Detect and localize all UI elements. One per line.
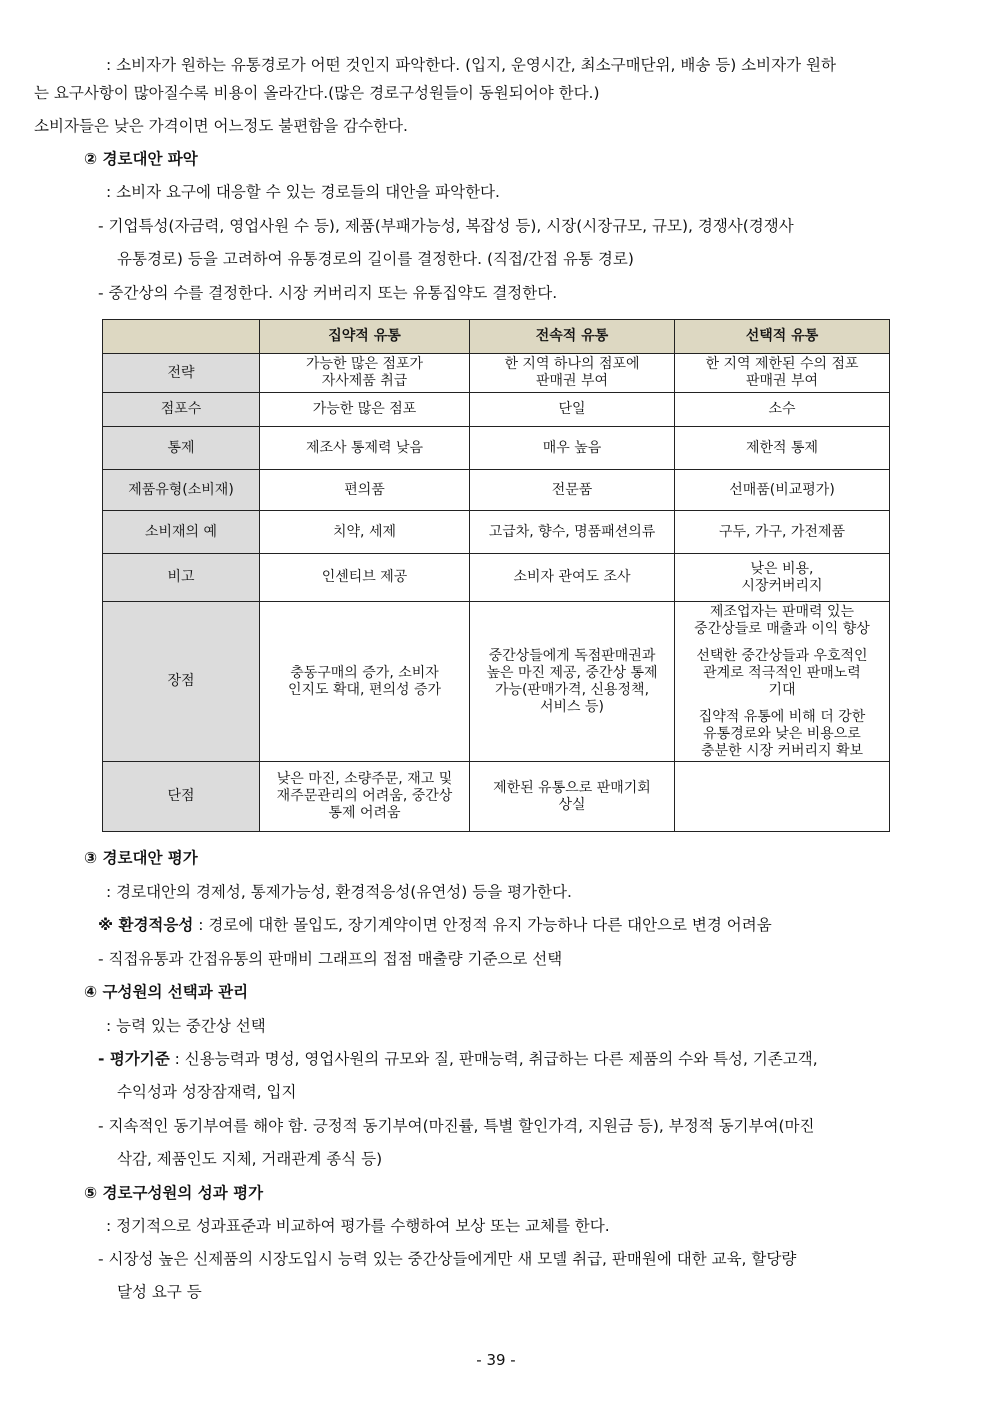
row-label-control: 통제 bbox=[103, 427, 260, 470]
section4-line-1: : 능력 있는 중간상 선택 bbox=[106, 1017, 266, 1035]
table-row bbox=[103, 602, 890, 762]
note-label: ※ 환경적응성 bbox=[98, 916, 194, 934]
section4-line-5: 삭감, 제품인도 지체, 거래관계 종식 등) bbox=[117, 1150, 383, 1168]
table-cell: 한 지역 제한된 수의 점포 판매권 부여 bbox=[675, 354, 890, 393]
table-row bbox=[103, 762, 890, 832]
section4-line-4: - 지속적인 동기부여를 해야 함. 긍정적 동기부여(마진률, 특별 할인가격, 지원금 등), 부정적 동기부여(마진 bbox=[98, 1117, 815, 1135]
table-row bbox=[103, 393, 890, 427]
section5-line-1: : 정기적으로 성과표준과 비교하여 평가를 수행하여 보상 또는 교체를 한다. bbox=[106, 1217, 610, 1235]
table-cell: 낮은 마진, 소량주문, 재고 및 재주문관리의 어려움, 중간상 통제 어려움 bbox=[260, 762, 470, 832]
section-heading-4: ④ 구성원의 선택과 관리 bbox=[84, 983, 249, 1001]
table-cell: 치약, 세제 bbox=[260, 511, 470, 554]
criteria-label: - 평가기준 bbox=[98, 1050, 170, 1068]
section2-line-1: : 소비자 요구에 대응할 수 있는 경로들의 대안을 파악한다. bbox=[106, 183, 500, 201]
table-row bbox=[103, 427, 890, 470]
table-cell: 제조업자는 판매력 있는 중간상들로 매출과 이익 향상 선택한 중간상들과 우호적인 관계로 적극적인 판매노력 기대 집약적 유통에 비해 더 강한 유통경로와 낮은 비용으로 충분한 시장 커버리지 확보 bbox=[675, 602, 890, 762]
table-header-exclusive: 전속적 유통 bbox=[470, 320, 675, 354]
table-header-intensive: 집약적 유통 bbox=[260, 320, 470, 354]
section3-line-1: : 경로대안의 경제성, 통제가능성, 환경적응성(유연성) 등을 평가한다. bbox=[106, 883, 572, 901]
section-heading-2: ② 경로대안 파악 bbox=[84, 150, 198, 168]
row-label-examples: 소비재의 예 bbox=[103, 511, 260, 554]
table-cell: 편의품 bbox=[260, 470, 470, 511]
note-text: : 경로에 대한 몰입도, 장기계약이면 안정적 유지 가능하나 다른 대안으로 변경 어려움 bbox=[193, 916, 772, 934]
row-label-stores: 점포수 bbox=[103, 393, 260, 427]
section-heading-3: ③ 경로대안 평가 bbox=[84, 849, 198, 867]
table-row bbox=[103, 354, 890, 393]
table-cell: 선매품(비교평가) bbox=[675, 470, 890, 511]
section5-line-2: - 시장성 높은 신제품의 시장도입시 능력 있는 중간상들에게만 새 모델 취급, 판매원에 대한 교육, 할당량 bbox=[98, 1250, 797, 1268]
section-heading-5: ⑤ 경로구성원의 성과 평가 bbox=[84, 1184, 264, 1202]
intro-line-2: 는 요구사항이 많아질수록 비용이 올라간다.(많은 경로구성원들이 동원되어야 한다.) bbox=[34, 84, 600, 102]
section2-line-4: - 중간상의 수를 결정한다. 시장 커버리지 또는 유통집약도 결정한다. bbox=[98, 284, 558, 302]
table-cell: 중간상들에게 독점판매권과 높은 마진 제공, 중간상 통제 가능(판매가격, 신용정책, 서비스 등) bbox=[470, 602, 675, 762]
row-label-disadvantages: 단점 bbox=[103, 762, 260, 832]
table-header-corner bbox=[103, 320, 260, 354]
section2-line-3: 유통경로) 등을 고려하여 유통경로의 길이를 결정한다. (직접/간접 유통 경로) bbox=[117, 250, 634, 268]
table-cell: 소비자 관여도 조사 bbox=[470, 554, 675, 602]
table-cell: 제조사 통제력 낮음 bbox=[260, 427, 470, 470]
table-cell: 제한적 통제 bbox=[675, 427, 890, 470]
table-header-row bbox=[103, 320, 890, 354]
table-row bbox=[103, 554, 890, 602]
row-label-advantages: 장점 bbox=[103, 602, 260, 762]
table-cell: 단일 bbox=[470, 393, 675, 427]
row-label-notes: 비고 bbox=[103, 554, 260, 602]
table-cell: 고급차, 향수, 명품패션의류 bbox=[470, 511, 675, 554]
section4-line-3: 수익성과 성장잠재력, 입지 bbox=[117, 1083, 297, 1101]
table-cell: 인센티브 제공 bbox=[260, 554, 470, 602]
intro-line-3: 소비자들은 낮은 가격이면 어느정도 불편함을 감수한다. bbox=[34, 117, 408, 135]
table-cell: 구두, 가구, 가전제품 bbox=[675, 511, 890, 554]
table-cell: 한 지역 하나의 점포에 판매권 부여 bbox=[470, 354, 675, 393]
table-cell: 충동구매의 증가, 소비자 인지도 확대, 편의성 증가 bbox=[260, 602, 470, 762]
table-cell: 전문품 bbox=[470, 470, 675, 511]
section3-line-2 bbox=[98, 915, 772, 935]
table-cell bbox=[675, 762, 890, 832]
row-label-product-type: 제품유형(소비재) bbox=[103, 470, 260, 511]
table-row bbox=[103, 470, 890, 511]
section3-line-3: - 직접유통과 간접유통의 판매비 그래프의 접점 매출량 기준으로 선택 bbox=[98, 950, 563, 968]
table-cell: 소수 bbox=[675, 393, 890, 427]
section4-line-2 bbox=[98, 1049, 818, 1069]
section5-line-3: 달성 요구 등 bbox=[117, 1283, 202, 1301]
distribution-comparison-table bbox=[102, 319, 890, 832]
table-cell: 매우 높음 bbox=[470, 427, 675, 470]
table-cell: 가능한 많은 점포가 자사제품 취급 bbox=[260, 354, 470, 393]
intro-line-1: : 소비자가 원하는 유통경로가 어떤 것인지 파악한다. (입지, 운영시간, 최소구매단위, 배송 등) 소비자가 원하 bbox=[106, 56, 836, 74]
page-number: - 39 - bbox=[476, 1351, 516, 1369]
criteria-text: : 신용능력과 명성, 영업사원의 규모와 질, 판매능력, 취급하는 다른 제품의 수와 특성, 기존고객, bbox=[169, 1050, 818, 1068]
table-header-selective: 선택적 유통 bbox=[675, 320, 890, 354]
table-cell: 가능한 많은 점포 bbox=[260, 393, 470, 427]
table-cell: 제한된 유통으로 판매기회 상실 bbox=[470, 762, 675, 832]
section2-line-2: - 기업특성(자금력, 영업사원 수 등), 제품(부패가능성, 복잡성 등), 시장(시장규모, 규모), 경쟁사(경쟁사 bbox=[98, 217, 794, 235]
table-row bbox=[103, 511, 890, 554]
row-label-strategy: 전략 bbox=[103, 354, 260, 393]
table-cell: 낮은 비용, 시장커버리지 bbox=[675, 554, 890, 602]
